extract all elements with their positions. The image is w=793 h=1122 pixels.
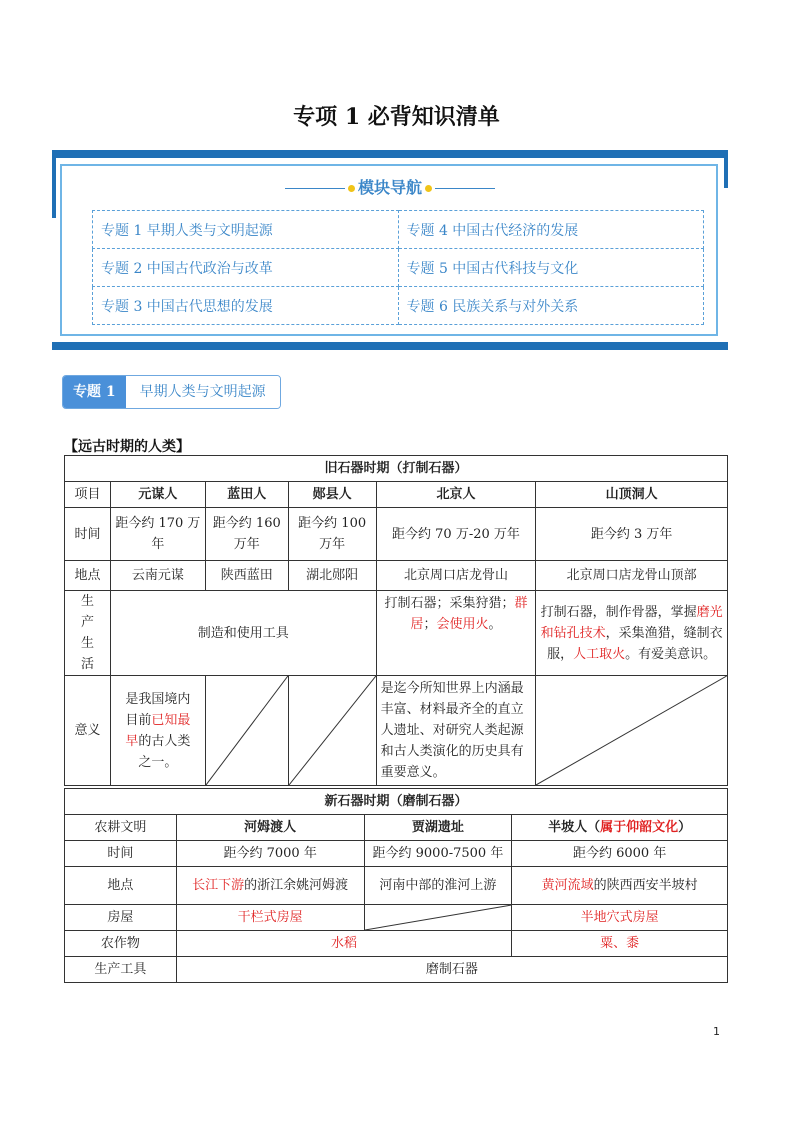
header-cell: 北京人: [376, 482, 536, 508]
empty-cell: [536, 676, 728, 786]
header-cell: 元谋人: [110, 482, 205, 508]
text-segment: 。: [488, 617, 502, 632]
table-cell: 距今约 160 万年: [205, 508, 288, 561]
row-label: 时间: [65, 508, 111, 561]
topic-name: 早期人类与文明起源: [126, 376, 280, 408]
nav-heading-text: 模块导航: [357, 178, 422, 197]
table-cell: 水稻: [176, 931, 512, 957]
table-row: [65, 905, 728, 931]
header-cell: 贾湖遗址: [364, 815, 512, 841]
table-cell: [110, 676, 205, 786]
module-navigation: [52, 150, 728, 350]
page-number: 1: [713, 1025, 720, 1038]
nav-grid: [92, 210, 704, 325]
table-cell: 陕西蓝田: [205, 561, 288, 591]
table-row: [65, 931, 728, 957]
header-cell: 项目: [65, 482, 111, 508]
table-caption: 旧石器时期（打制石器）: [65, 456, 728, 482]
table-row: [65, 676, 728, 786]
row-label: 生产工具: [65, 957, 177, 983]
nav-item-topic-2[interactable]: 专题 2 中国古代政治与改革: [93, 249, 399, 287]
row-label: 房屋: [65, 905, 177, 931]
diagonal-line: [365, 905, 512, 930]
row-label: 地点: [65, 867, 177, 905]
table-cell: 半地穴式房屋: [512, 905, 728, 931]
row-label: 意义: [65, 676, 111, 786]
highlight-text: 人工取火: [573, 646, 626, 662]
empty-cell: [205, 676, 288, 786]
highlight-text: 属于仰韶文化: [600, 820, 679, 835]
diagonal-line: [206, 676, 288, 785]
topic-badge: [62, 375, 281, 409]
table-cell: 距今约 9000-7500 年: [364, 841, 512, 867]
nav-bottom-bar: [52, 342, 728, 350]
text-segment: 的古人类之一。: [138, 733, 191, 770]
nav-item-topic-6[interactable]: 专题 6 民族关系与对外关系: [398, 287, 704, 325]
row-label: 生产生活: [65, 591, 111, 676]
text-segment: ，采集渔猎，缝制衣服，: [547, 625, 723, 662]
header-cell: [512, 815, 728, 841]
text-segment: 打制石器，制作骨器，掌握: [540, 604, 697, 620]
text-segment: 是我国境内目前: [125, 691, 191, 728]
table-cell: [376, 591, 536, 676]
divider-line: [435, 188, 495, 189]
diagonal-line: [289, 676, 376, 785]
table-cell: 距今约 7000 年: [176, 841, 364, 867]
header-cell: 郧县人: [288, 482, 376, 508]
table-cell: 距今约 6000 年: [512, 841, 728, 867]
highlight-text: 已知最早: [125, 712, 191, 749]
table-cell: 粟、黍: [512, 931, 728, 957]
row-label: 时间: [65, 841, 177, 867]
header-cell: 农耕文明: [65, 815, 177, 841]
table-cell: 湖北郧阳: [288, 561, 376, 591]
empty-cell: [288, 676, 376, 786]
text-segment: 的浙江余姚河姆渡: [244, 878, 349, 893]
table-row: [65, 508, 728, 561]
table-row: [65, 867, 728, 905]
text-segment: ；: [423, 617, 437, 632]
divider-line: [285, 188, 345, 189]
header-cell: 山顶洞人: [536, 482, 728, 508]
highlight-text: 会使用火: [436, 617, 489, 632]
table-cell: 磨制石器: [176, 957, 727, 983]
page-title: 专项 1 必背知识清单: [293, 104, 500, 130]
table-cell: [536, 591, 728, 676]
text-segment: 。有爱美意识。: [625, 646, 717, 662]
table-cell: 制造和使用工具: [110, 591, 376, 676]
highlight-text: 磨光和钻孔技术: [540, 604, 723, 641]
topic-number: 专题 1: [63, 376, 126, 408]
table-cell: 距今约 70 万-20 万年: [376, 508, 536, 561]
table-cell: 云南元谋: [110, 561, 205, 591]
row-label: 地点: [65, 561, 111, 591]
table-cell: [512, 867, 728, 905]
highlight-text: 群居: [410, 596, 528, 632]
table-cell: 干栏式房屋: [176, 905, 364, 931]
row-label: 农作物: [65, 931, 177, 957]
paleolithic-table: [64, 455, 728, 786]
empty-cell: [364, 905, 512, 931]
nav-item-topic-3[interactable]: 专题 3 中国古代思想的发展: [93, 287, 399, 325]
highlight-text: 黄河流域: [541, 878, 594, 893]
table-cell: 距今约 170 万年: [110, 508, 205, 561]
text-segment: ）: [678, 820, 692, 835]
diagonal-line: [536, 676, 727, 785]
header-cell: 河姆渡人: [176, 815, 364, 841]
text-segment: 半坡人（: [548, 820, 601, 835]
table-row: [65, 561, 728, 591]
table-cell: 是迄今所知世界上内涵最丰富、材料最齐全的直立人遗址、对研究人类起源和古人类演化的历史具有重要意义。: [376, 676, 536, 786]
table-cell: 距今约 100 万年: [288, 508, 376, 561]
highlight-text: 长江下游: [192, 878, 245, 893]
nav-item-topic-1[interactable]: 专题 1 早期人类与文明起源: [93, 211, 399, 249]
table-row: [65, 815, 728, 841]
table-cell: 河南中部的淮河上游: [364, 867, 512, 905]
table-row: [65, 482, 728, 508]
table-row: [65, 591, 728, 676]
table-cell: 距今约 3 万年: [536, 508, 728, 561]
dot-icon: [348, 185, 355, 192]
table-row: [65, 841, 728, 867]
nav-heading: [52, 175, 728, 198]
header-cell: 蓝田人: [205, 482, 288, 508]
table-cell: 北京周口店龙骨山: [376, 561, 536, 591]
text-segment: 的陕西西安半坡村: [593, 878, 698, 893]
table-row: [65, 957, 728, 983]
nav-top-bar: [52, 150, 728, 158]
nav-item-topic-5[interactable]: 专题 5 中国古代科技与文化: [398, 249, 704, 287]
text-segment: 打制石器；采集狩猎；: [384, 596, 515, 611]
dot-icon: [425, 185, 432, 192]
table-caption: 新石器时期（磨制石器）: [65, 789, 728, 815]
neolithic-table: [64, 788, 728, 983]
table-cell: [176, 867, 364, 905]
table-cell: 北京周口店龙骨山顶部: [536, 561, 728, 591]
nav-item-topic-4[interactable]: 专题 4 中国古代经济的发展: [398, 211, 704, 249]
section-title: 【远古时期的人类】: [64, 439, 190, 455]
